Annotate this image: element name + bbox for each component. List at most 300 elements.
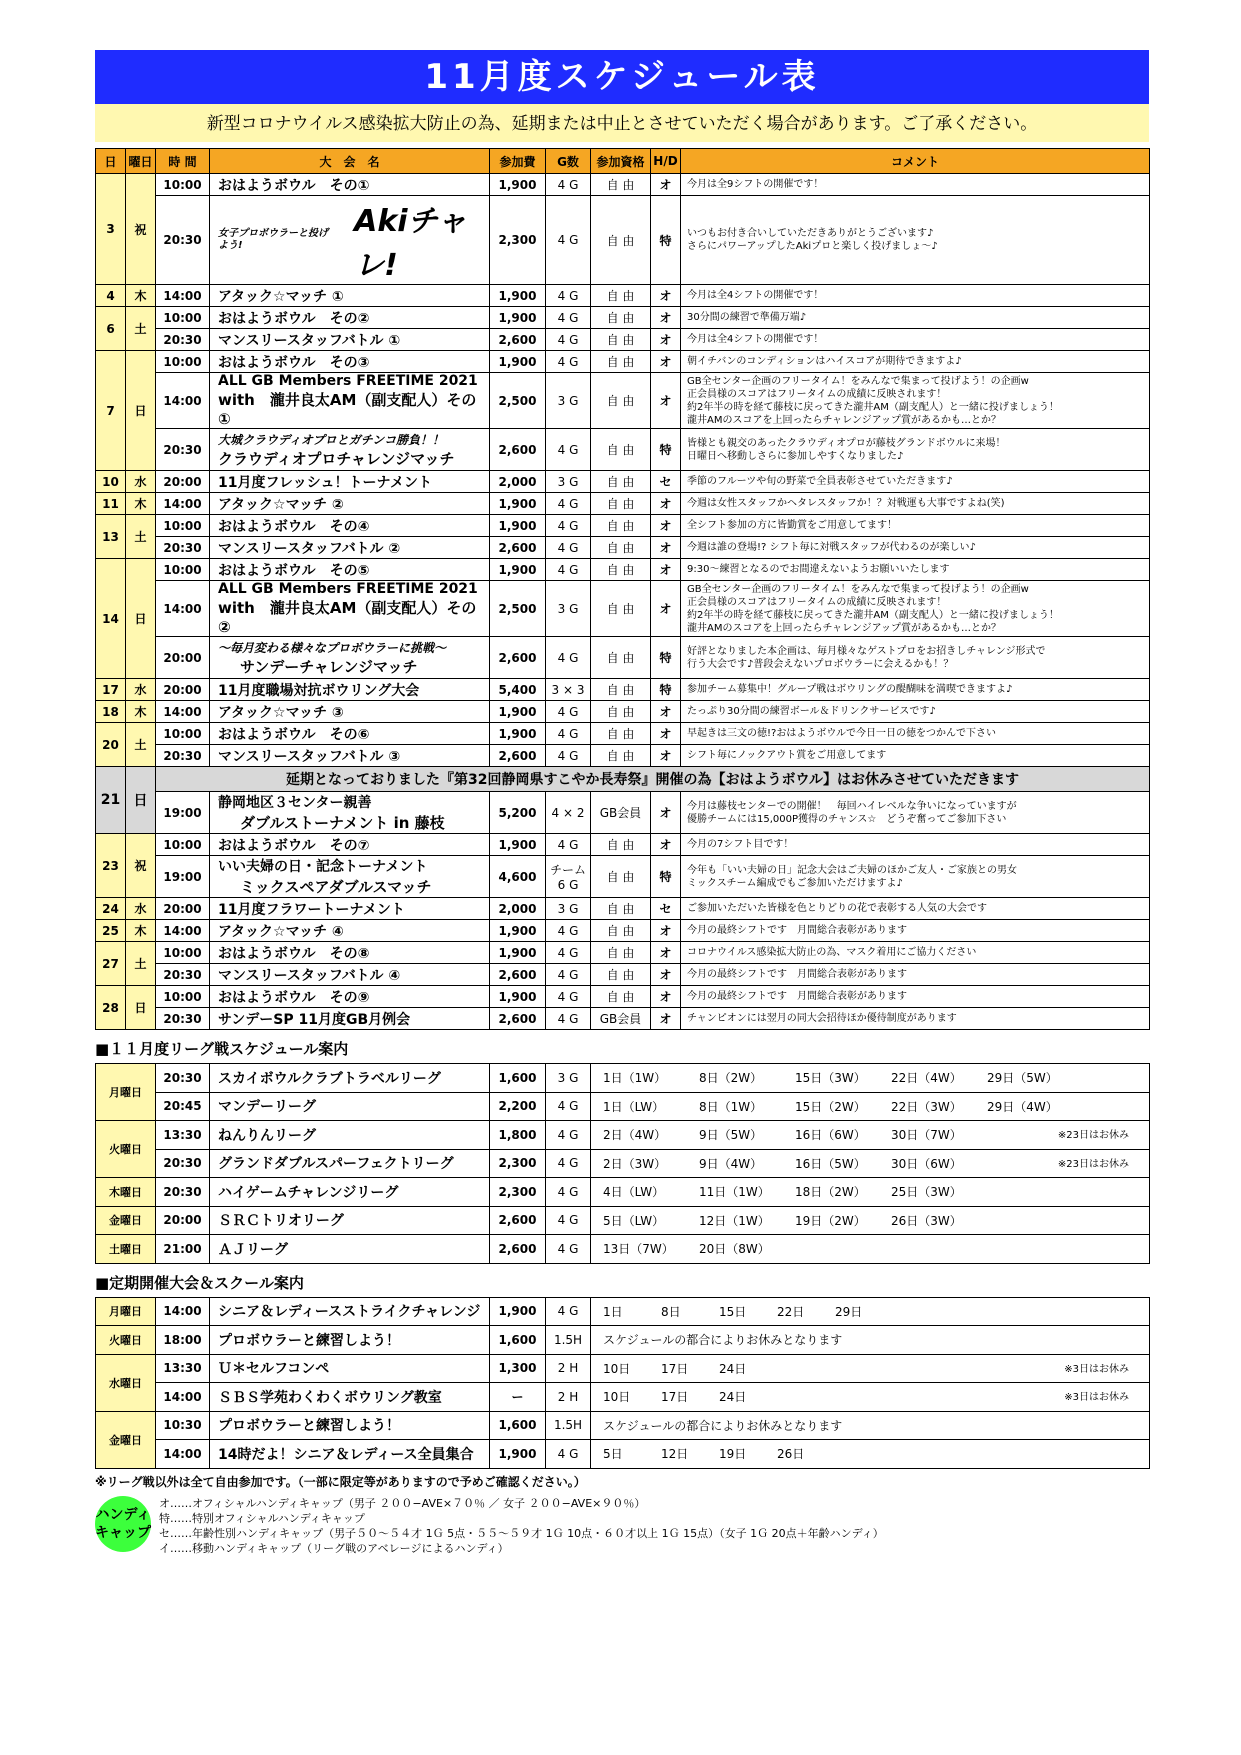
day-cell: 21 — [96, 767, 126, 834]
qualification-cell: 自 由 — [591, 834, 651, 856]
qualification-cell: 自 由 — [591, 856, 651, 898]
fee-cell: 1,900 — [490, 493, 546, 515]
schedule-note: ※3日はお休み — [1064, 1392, 1129, 1404]
header-weekday: 曜日 — [126, 149, 156, 174]
handicap-cell: オ — [651, 1008, 681, 1030]
day-cell: 10 — [96, 471, 126, 493]
comment-line: コロナウイルス感染拡大防止の為、マスク着用にご協力ください — [687, 947, 977, 958]
event-name-line2: with 瀧井良太AM（副支配人）その① — [218, 391, 477, 428]
time-cell: 14:00 — [156, 701, 210, 723]
handicap-lines — [159, 1496, 884, 1556]
event-name: アタック☆マッチ ① — [218, 288, 344, 305]
page-title: 11月度スケジュール表 — [95, 50, 1149, 104]
schedule-cell — [591, 1092, 1150, 1121]
event-cell — [210, 1008, 490, 1030]
games-cell: 4 G — [546, 429, 591, 471]
event-name: マンスリースタッフバトル ① — [218, 332, 401, 349]
schedule-date: 15日（2W） — [795, 1099, 866, 1114]
event-name: 11月度職場対抗ボウリング大会 — [218, 682, 420, 699]
schedule-cell — [591, 1326, 1150, 1355]
event-cell — [210, 174, 490, 196]
comment-cell — [681, 581, 1150, 637]
time-cell: 21:00 — [156, 1235, 210, 1264]
schedule-date: 22日（4W） — [891, 1071, 962, 1086]
schedule-cell — [591, 1411, 1150, 1440]
school-row — [96, 1326, 1150, 1355]
event-name: アタック☆マッチ ④ — [218, 923, 344, 940]
fee-cell: 2,500 — [490, 581, 546, 637]
games-cell: 3 × 3 — [546, 679, 591, 701]
schedule-dates — [603, 1331, 1149, 1348]
schedule-date: 29日（5W） — [987, 1071, 1058, 1086]
weekday-cell: 土曜日 — [96, 1235, 156, 1264]
comment-cell — [681, 493, 1150, 515]
time-cell: 20:00 — [156, 898, 210, 920]
handicap-line: イ……移動ハンディキャップ（リーグ戦のアベレージによるハンディ） — [159, 1541, 509, 1555]
time-cell: 20:30 — [156, 537, 210, 559]
weekday-cell: 祝 — [126, 174, 156, 285]
event-name: いい夫婦の日・記念トーナメント — [218, 859, 428, 875]
event-cell — [210, 429, 490, 471]
comment-line: 今月は全4シフトの開催です！ — [687, 290, 824, 301]
games-cell: 1.5H — [546, 1326, 591, 1355]
school-row — [96, 1411, 1150, 1440]
schedule-row — [96, 792, 1150, 834]
schedule-date: 12日（1W） — [699, 1213, 770, 1228]
schedule-date: 1日（LW） — [603, 1099, 665, 1114]
event-cell — [210, 701, 490, 723]
qualification-cell: 自 由 — [591, 537, 651, 559]
comment-cell — [681, 834, 1150, 856]
day-cell: 24 — [96, 898, 126, 920]
qualification-cell: 自 由 — [591, 285, 651, 307]
comment-line: シフト毎にノックアウト賞をご用意してます — [687, 750, 887, 761]
schedule-dates — [603, 1360, 1149, 1377]
games-cell: 3 G — [546, 471, 591, 493]
day-cell: 11 — [96, 493, 126, 515]
comment-line: 参加チーム募集中！グループ戦はボウリングの醍醐味を満喫できますよ♪ — [687, 684, 1013, 695]
day-cell: 18 — [96, 701, 126, 723]
fee-cell: 1,900 — [490, 559, 546, 581]
event-cell — [210, 898, 490, 920]
comment-cell — [681, 920, 1150, 942]
schedule-dates — [603, 1212, 1149, 1229]
schedule-dates — [603, 1388, 1149, 1405]
comment-cell — [681, 196, 1150, 285]
weekday-cell: 木曜日 — [96, 1178, 156, 1207]
schedule-date: 26日 — [777, 1447, 805, 1462]
games-cell: 4 G — [546, 1092, 591, 1121]
weekday-cell: 水 — [126, 679, 156, 701]
school-body — [96, 1297, 1150, 1468]
schedule-note: ※23日はお休み — [1057, 1130, 1129, 1142]
games-cell: 4 G — [546, 307, 591, 329]
header-comment: コメント — [681, 149, 1150, 174]
schedule-row — [96, 285, 1150, 307]
fee-cell: 1,600 — [490, 1326, 546, 1355]
league-row — [96, 1235, 1150, 1264]
fee-cell: 2,600 — [490, 537, 546, 559]
schedule-text: スケジュールの都合によりお休みとなります — [603, 1418, 843, 1433]
handicap-cell: セ — [651, 898, 681, 920]
event-cell: プロボウラーと練習しよう！ — [210, 1326, 490, 1355]
handicap-cell: オ — [651, 559, 681, 581]
handicap-cell: オ — [651, 329, 681, 351]
logo-subtitle: 女子プロボウラーと投げよう! — [218, 228, 328, 251]
time-cell: 10:00 — [156, 834, 210, 856]
league-row — [96, 1206, 1150, 1235]
fee-cell: 1,900 — [490, 942, 546, 964]
comment-cell — [681, 964, 1150, 986]
time-cell: 14:00 — [156, 373, 210, 429]
schedule-note: ※23日はお休み — [1057, 1158, 1129, 1170]
time-cell: 20:00 — [156, 679, 210, 701]
comment-line: 正会員様のスコアはフリータイムの成績に反映されます！ — [687, 388, 947, 400]
schedule-date: 10日 — [603, 1361, 631, 1376]
games-cell: 4 G — [546, 351, 591, 373]
weekday-cell: 祝 — [126, 834, 156, 898]
comment-cell — [681, 701, 1150, 723]
qualification-cell: 自 由 — [591, 174, 651, 196]
event-cell: ＳＢＳ学苑わくわくボウリング教室 — [210, 1383, 490, 1412]
qualification-cell: 自 由 — [591, 196, 651, 285]
school-row — [96, 1354, 1150, 1383]
schedule-date: 20日（8W） — [699, 1242, 770, 1257]
event-name: おはようボウル その⑥ — [218, 726, 370, 743]
comment-line: GB全センター企画のフリータイム！をみんなで集まって投げよう！の企画w — [687, 375, 1029, 387]
fee-cell: 2,600 — [490, 745, 546, 767]
weekday-cell: 水曜日 — [96, 1354, 156, 1411]
event-cell: 14時だよ！シニア＆レディース全員集合 — [210, 1440, 490, 1469]
schedule-dates — [603, 1069, 1149, 1086]
weekday-cell: 日 — [126, 767, 156, 834]
comment-line: 全シフト参加の方に皆勤賞をご用意してます！ — [687, 520, 897, 531]
event-cell — [210, 471, 490, 493]
comment-line: チャンピオンには翌月の同大会招待ほか優待制度があります — [687, 1013, 957, 1024]
fee-cell: 2,000 — [490, 471, 546, 493]
games-cell: 4 G — [546, 559, 591, 581]
handicap-cell: オ — [651, 174, 681, 196]
schedule-date: 22日 — [777, 1304, 805, 1319]
schedule-row — [96, 329, 1150, 351]
event-name: マンスリースタッフバトル ② — [218, 540, 401, 557]
schedule-row — [96, 637, 1150, 679]
fee-cell: 1,900 — [490, 515, 546, 537]
event-cell — [210, 723, 490, 745]
schedule-dates — [603, 1155, 1149, 1172]
comment-line: 今月は藤枝センターでの開催！ 毎回ハイレベルな争いになっていますが — [687, 800, 1017, 812]
schedule-dates — [603, 1445, 1149, 1462]
schedule-dates — [603, 1126, 1149, 1143]
games-cell: 2 H — [546, 1354, 591, 1383]
games-cell: 4 G — [546, 701, 591, 723]
time-cell: 19:00 — [156, 792, 210, 834]
event-cell: シニア＆レディースストライクチャレンジ — [210, 1297, 490, 1326]
fee-cell: 1,900 — [490, 174, 546, 196]
weekday-cell: 木 — [126, 920, 156, 942]
games-cell: 4 G — [546, 285, 591, 307]
schedule-row — [96, 174, 1150, 196]
schedule-date: 15日（3W） — [795, 1071, 866, 1086]
time-cell: 18:00 — [156, 1326, 210, 1355]
comment-cell — [681, 679, 1150, 701]
event-cell — [210, 920, 490, 942]
event-cell: ねんりんリーグ — [210, 1121, 490, 1150]
schedule-cell — [591, 1354, 1150, 1383]
handicap-cell: オ — [651, 701, 681, 723]
schedule-date: 18日（2W） — [795, 1185, 866, 1200]
event-cell — [210, 942, 490, 964]
time-cell: 10:00 — [156, 174, 210, 196]
comment-cell — [681, 307, 1150, 329]
time-cell: 10:00 — [156, 307, 210, 329]
schedule-date: 8日（2W） — [699, 1071, 763, 1086]
time-cell: 10:00 — [156, 986, 210, 1008]
fee-cell: 2,200 — [490, 1092, 546, 1121]
games-cell: 4 G — [546, 1121, 591, 1150]
comment-line: 朝イチバンのコンディションはハイスコアが期待できますよ♪ — [687, 356, 962, 367]
qualification-cell: 自 由 — [591, 471, 651, 493]
time-cell: 10:00 — [156, 723, 210, 745]
handicap-cell: オ — [651, 493, 681, 515]
event-name: ～毎月変わる様々なプロボウラーに挑戦～ — [218, 640, 447, 655]
qualification-cell: 自 由 — [591, 581, 651, 637]
games-cell: 4 G — [546, 196, 591, 285]
qualification-cell: 自 由 — [591, 986, 651, 1008]
fee-cell: 1,900 — [490, 986, 546, 1008]
day-cell: 17 — [96, 679, 126, 701]
fee-cell: 5,200 — [490, 792, 546, 834]
games-cell: 4 G — [546, 964, 591, 986]
day-cell: 6 — [96, 307, 126, 351]
schedule-row — [96, 745, 1150, 767]
comment-line: いつもお付き合いしていただきありがとうございます♪ — [687, 228, 934, 239]
schedule-date: 11日（1W） — [699, 1185, 770, 1200]
event-name: おはようボウル その① — [218, 177, 370, 194]
event-name-line2: with 瀧井良太AM（副支配人）その② — [218, 599, 477, 636]
qualification-cell: 自 由 — [591, 637, 651, 679]
handicap-badge — [95, 1496, 151, 1552]
header-event: 大 会 名 — [210, 149, 490, 174]
schedule-row — [96, 834, 1150, 856]
event-cell: マンデーリーグ — [210, 1092, 490, 1121]
fee-cell: 1,900 — [490, 834, 546, 856]
schedule-dates — [603, 1417, 1149, 1434]
qualification-cell: 自 由 — [591, 898, 651, 920]
schedule-row — [96, 723, 1150, 745]
schedule-dates — [603, 1098, 1149, 1115]
games-cell: 4 G — [546, 515, 591, 537]
comment-cell — [681, 1008, 1150, 1030]
schedule-date: 19日（2W） — [795, 1213, 866, 1228]
comment-line: 今年も「いい夫婦の日」記念大会はご夫婦のほかご友人・ご家族との男女 — [687, 864, 1017, 876]
school-row — [96, 1440, 1150, 1469]
weekday-cell: 土 — [126, 723, 156, 767]
comment-line: 今月の最終シフトです 月間総合表彰があります — [687, 991, 907, 1002]
schedule-row — [96, 373, 1150, 429]
league-row — [96, 1149, 1150, 1178]
comment-cell — [681, 723, 1150, 745]
games-cell: 4 G — [546, 920, 591, 942]
weekday-cell: 水 — [126, 471, 156, 493]
time-cell: 10:00 — [156, 942, 210, 964]
event-name: 11月度フレッシュ！トーナメント — [218, 474, 432, 491]
fee-cell: 1,900 — [490, 723, 546, 745]
comment-line: 今月の最終シフトです 月間総合表彰があります — [687, 969, 907, 980]
schedule-date: 5日 — [603, 1447, 623, 1462]
qualification-cell: 自 由 — [591, 493, 651, 515]
header-time: 時 間 — [156, 149, 210, 174]
comment-cell — [681, 792, 1150, 834]
qualification-cell: 自 由 — [591, 920, 651, 942]
schedule-date: 25日（3W） — [891, 1185, 962, 1200]
weekday-cell: 土 — [126, 307, 156, 351]
schedule-row — [96, 429, 1150, 471]
comment-cell — [681, 373, 1150, 429]
fee-cell: 2,600 — [490, 1008, 546, 1030]
day-cell: 4 — [96, 285, 126, 307]
schedule-date: 1日（1W） — [603, 1071, 667, 1086]
schedule-row — [96, 942, 1150, 964]
event-name: アタック☆マッチ ③ — [218, 704, 344, 721]
schedule-row — [96, 964, 1150, 986]
header-fee: 参加費 — [490, 149, 546, 174]
qualification-cell: 自 由 — [591, 679, 651, 701]
header-qualification: 参加資格 — [591, 149, 651, 174]
school-table — [95, 1297, 1150, 1469]
comment-line: 30分間の練習で準備万端♪ — [687, 312, 807, 323]
schedule-cell — [591, 1121, 1150, 1150]
comment-line: 約2年半の時を経て藤枝に戻ってきた瀧井AM（副支配人）と一緒に投げましょう！ — [687, 401, 1059, 413]
event-cell: ＡＪリーグ — [210, 1235, 490, 1264]
schedule-cell — [591, 1178, 1150, 1207]
schedule-date: 13日（7W） — [603, 1242, 674, 1257]
handicap-cell: オ — [651, 986, 681, 1008]
comment-cell — [681, 285, 1150, 307]
schedule-date: 24日 — [719, 1390, 747, 1405]
event-name: おはようボウル その② — [218, 310, 370, 327]
schedule-date: 29日 — [835, 1304, 863, 1319]
handicap-cell: 特 — [651, 196, 681, 285]
schedule-row — [96, 493, 1150, 515]
games-cell: 4 G — [546, 1178, 591, 1207]
schedule-date: 10日 — [603, 1390, 631, 1405]
covid-notice: 新型コロナウイルス感染拡大防止の為、延期または中止とさせていただく場合があります。ご了承ください。 — [95, 104, 1149, 142]
games-cell: 4 G — [546, 745, 591, 767]
qualification-cell: 自 由 — [591, 964, 651, 986]
comment-line: ミックスチーム編成でもご参加いただけますよ♪ — [687, 877, 903, 889]
event-name: アタック☆マッチ ② — [218, 496, 344, 513]
time-cell: 20:30 — [156, 1149, 210, 1178]
schedule-row — [96, 471, 1150, 493]
event-name: マンスリースタッフバトル ④ — [218, 967, 401, 984]
league-table — [95, 1063, 1150, 1264]
fee-cell: 1,300 — [490, 1354, 546, 1383]
games-cell: 4 G — [546, 1149, 591, 1178]
event-cell — [210, 329, 490, 351]
games-cell: 4 G — [546, 637, 591, 679]
schedule-date: 22日（3W） — [891, 1099, 962, 1114]
fee-cell: 2,000 — [490, 898, 546, 920]
schedule-row — [96, 307, 1150, 329]
event-cell — [210, 834, 490, 856]
time-cell: 14:00 — [156, 581, 210, 637]
comment-cell — [681, 559, 1150, 581]
comment-cell — [681, 637, 1150, 679]
event-cell: スカイボウルクラブトラベルリーグ — [210, 1064, 490, 1093]
fee-cell: 1,800 — [490, 1121, 546, 1150]
handicap-cell: オ — [651, 537, 681, 559]
schedule-body — [96, 174, 1150, 1030]
event-name: おはようボウル その③ — [218, 354, 370, 371]
event-cell: プロボウラーと練習しよう！ — [210, 1411, 490, 1440]
comment-cell — [681, 351, 1150, 373]
qualification-cell: 自 由 — [591, 307, 651, 329]
schedule-date: 2日（3W） — [603, 1156, 667, 1171]
time-cell: 20:30 — [156, 429, 210, 471]
qualification-cell: 自 由 — [591, 429, 651, 471]
schedule-date: 26日（3W） — [891, 1213, 962, 1228]
handicap-cell: オ — [651, 515, 681, 537]
event-cell — [210, 986, 490, 1008]
day-cell: 3 — [96, 174, 126, 285]
league-title: ■１１月度リーグ戦スケジュール案内 — [95, 1040, 349, 1058]
league-row — [96, 1064, 1150, 1093]
schedule-cell — [591, 1206, 1150, 1235]
comment-cell — [681, 515, 1150, 537]
schedule-cell — [591, 1297, 1150, 1326]
schedule-date: 8日（1W） — [699, 1099, 763, 1114]
weekday-cell: 火曜日 — [96, 1326, 156, 1355]
weekday-cell: 金曜日 — [96, 1206, 156, 1235]
qualification-cell: 自 由 — [591, 723, 651, 745]
time-cell: 20:30 — [156, 1178, 210, 1207]
weekday-cell: 月曜日 — [96, 1297, 156, 1326]
games-cell: 4 G — [546, 1008, 591, 1030]
comment-cell — [681, 537, 1150, 559]
fee-cell: 1,900 — [490, 351, 546, 373]
games-cell: 4 G — [546, 537, 591, 559]
comment-line: 好評となりました本企画は、毎月様々なゲストプロをお招きしチャレンジ形式で — [687, 645, 1046, 657]
handicap-line: 特……特別オフィシャルハンディキャップ — [159, 1511, 365, 1525]
handicap-cell: オ — [651, 285, 681, 307]
fee-cell: 2,600 — [490, 1235, 546, 1264]
event-name: おはようボウル その⑨ — [218, 989, 370, 1006]
day-cell: 27 — [96, 942, 126, 986]
handicap-cell: オ — [651, 834, 681, 856]
event-name: サンデーSP 11月度GB月例会 — [218, 1011, 411, 1028]
league-row — [96, 1121, 1150, 1150]
day-cell: 20 — [96, 723, 126, 767]
schedule-date: 8日 — [661, 1304, 681, 1319]
schedule-date: 2日（4W） — [603, 1128, 667, 1143]
day-cell: 13 — [96, 515, 126, 559]
comment-line: 早起きは三文の徳!?おはようボウルで今日一日の徳をつかんで下さい — [687, 728, 997, 739]
schedule-cell — [591, 1064, 1150, 1093]
qualification-cell: GB会員 — [591, 792, 651, 834]
schedule-row — [96, 986, 1150, 1008]
time-cell: 13:30 — [156, 1121, 210, 1150]
time-cell: 19:00 — [156, 856, 210, 898]
fee-cell: 2,500 — [490, 373, 546, 429]
event-name: おはようボウル その⑦ — [218, 837, 370, 854]
comment-line: 瀧井AMのスコアを上回ったらチャレンジアップ賞があるかも…とか？ — [687, 414, 1001, 426]
games-cell: 1.5H — [546, 1411, 591, 1440]
handicap-cell: オ — [651, 920, 681, 942]
handicap-cell: 特 — [651, 637, 681, 679]
day-cell: 28 — [96, 986, 126, 1030]
schedule-date: 29日（4W） — [987, 1099, 1058, 1114]
